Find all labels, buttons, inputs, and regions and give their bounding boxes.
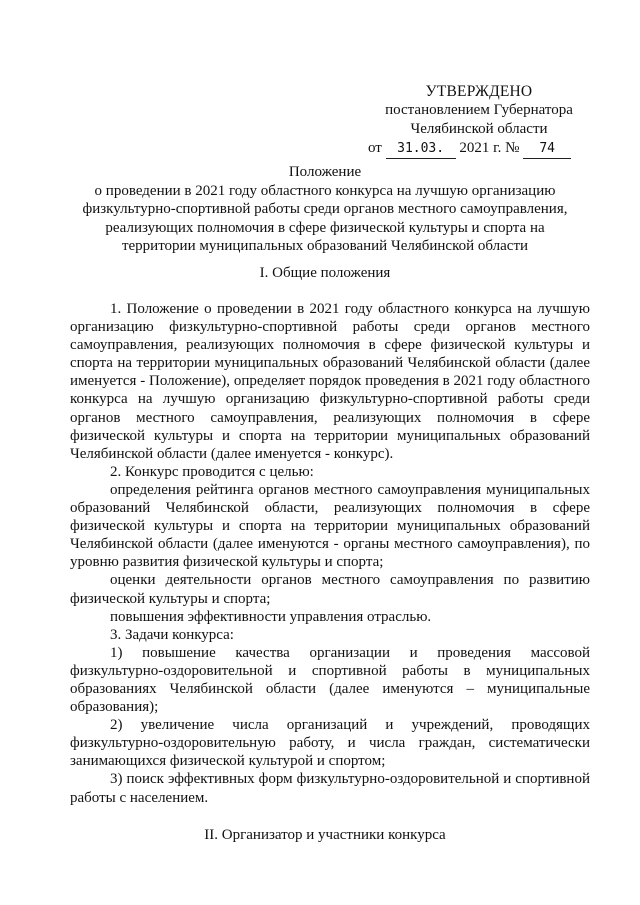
paragraph-goal-3: повышения эффективности управления отраслью. [110, 608, 432, 625]
paragraph-task-2: 2) увеличение числа организаций и учреждений, проводящих физкультурно-оздоровительную работу, и числа граждан, систематически занимающихся физической культурой и спортом; [70, 717, 590, 770]
paragraph-task-1: 1) повышение качества организации и проведения массовой физкультурно-оздоровительной и спортивной работы в муниципальных образованиях Челябинской области (далее именуются – муниципальные образования); [70, 644, 590, 716]
paragraph-3: 3. Задачи конкурса: [110, 626, 234, 643]
approval-date-line [368, 139, 590, 159]
title-line-3: физкультурно-спортивной работы среди органов местного самоуправления, [82, 201, 568, 217]
title-line-4: реализующих полномочия в сфере физической культуры и спорта на [105, 219, 545, 236]
paragraph-goal-2: оценки деятельности органов местного самоуправления по развитию физической культуры и спорта; [70, 572, 590, 607]
date-prefix: от [368, 140, 382, 156]
document-title [60, 163, 590, 256]
section-1-body [70, 300, 590, 807]
section-1-heading: I. Общие положения [259, 265, 391, 281]
approval-line-2: Челябинской области [410, 121, 548, 137]
approval-line-1: постановлением Губернатора [385, 102, 573, 118]
title-line-1: Положение [288, 164, 362, 180]
section-2-heading: II. Организатор и участники конкурса [204, 827, 446, 843]
paragraph-goal-1: определения рейтинга органов местного самоуправления муниципальных образований Челябинской области, реализующих полномочия в сфере физической культуры и спорта на территории муниципальных образований Челябинской области (далее именуются - органы местного самоуправления), по уровню развития физической культуры и спорта; [70, 481, 590, 571]
title-line-5: территории муниципальных образований Челябинской области [121, 238, 529, 254]
approval-title: УТВЕРЖДЕНО [425, 83, 533, 100]
paragraph-1: 1. Положение о проведении в 2021 году областного конкурса на лучшую организацию физкультурно-спортивной работы среди органов местного самоуправления, реализующих полномочия в сфере физической культуры и спорта на территории муниципальных образований Челябинской области (далее именуется - Положение), определяет порядок проведения в 2021 году областного конкурса на лучшую организацию физкультурно-спортивной работы среди органов местного самоуправления, реализующих полномочия в сфере физической культуры и спорта на территории муниципальных образований Челябинской области (далее именуется - конкурс). [70, 301, 590, 462]
date-value: 31.03. [386, 139, 456, 159]
paragraph-task-3: 3) поиск эффективных форм физкультурно-оздоровительной и спортивной работы с населением. [70, 771, 590, 806]
title-line-2: о проведении в 2021 году областного конкурса на лучшую организацию [94, 182, 556, 199]
paragraph-2: 2. Конкурс проводится с целью: [110, 463, 314, 480]
number-value: 74 [523, 139, 571, 159]
approval-stamp [368, 82, 590, 159]
year-text: 2021 г. № [459, 140, 520, 156]
